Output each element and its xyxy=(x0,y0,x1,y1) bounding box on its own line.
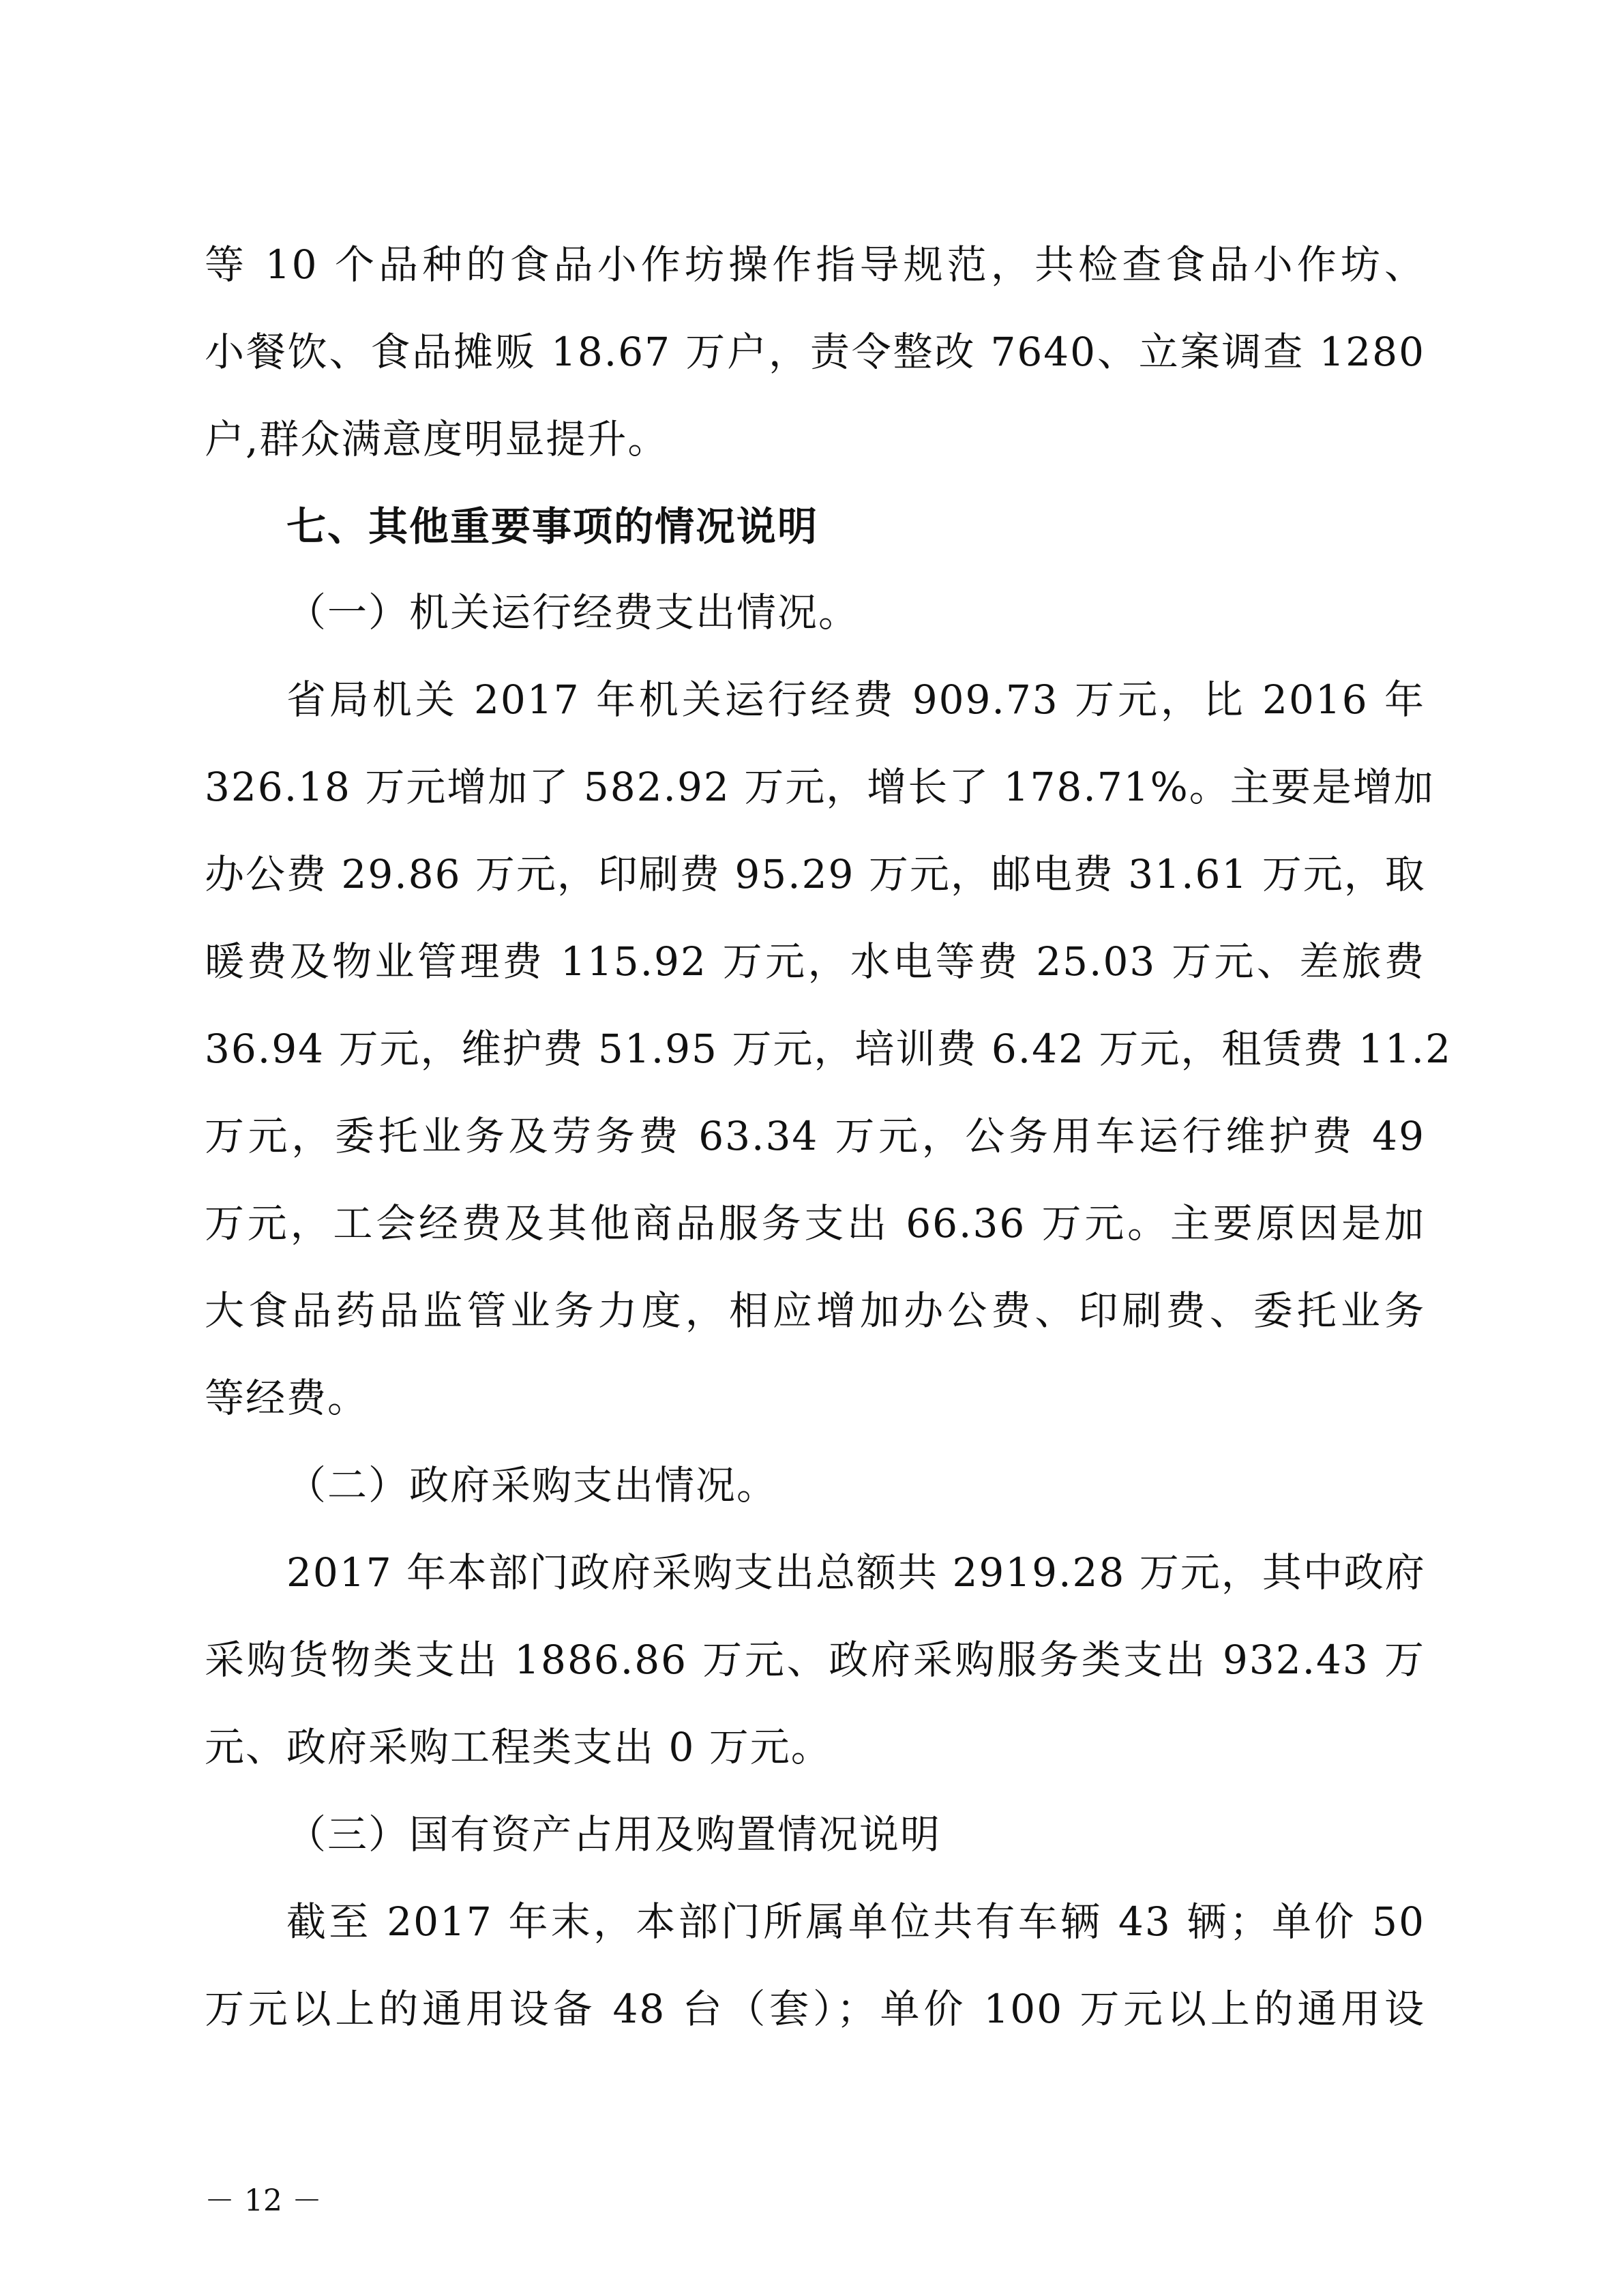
paragraph-2-line-9: 等经费。 xyxy=(205,1375,369,1421)
paragraph-3-line-2: 采购货物类支出 1886.86 万元、政府采购服务类支出 932.43 万 xyxy=(205,1637,1425,1683)
paragraph-2-line-2: 326.18 万元增加了 582.92 万元，增长了 178.71%。主要是增加 xyxy=(205,764,1435,810)
subsection-heading-1: （一）机关运行经费支出情况。 xyxy=(286,589,860,636)
page-number: － 12 － xyxy=(205,2183,322,2218)
paragraph-2-line-7: 万元，工会经费及其他商品服务支出 66.36 万元。主要原因是加 xyxy=(205,1200,1425,1247)
paragraph-3-line-3: 元、政府采购工程类支出 0 万元。 xyxy=(205,1724,832,1770)
paragraph-4-line-1: 截至 2017 年末，本部门所属单位共有车辆 43 辆；单价 50 xyxy=(286,1898,1425,1945)
paragraph-2-line-4: 暖费及物业管理费 115.92 万元，水电等费 25.03 万元、差旅费 xyxy=(205,938,1425,985)
paragraph-4-line-2: 万元以上的通用设备 48 台（套）；单价 100 万元以上的通用设 xyxy=(205,1986,1425,2032)
paragraph-2-line-3: 办公费 29.86 万元，印刷费 95.29 万元，邮电费 31.61 万元，取 xyxy=(205,851,1426,897)
paragraph-2-line-1: 省局机关 2017 年机关运行经费 909.73 万元，比 2016 年 xyxy=(286,676,1425,723)
paragraph-1-line-1: 等 10 个品种的食品小作坊操作指导规范，共检查食品小作坊、 xyxy=(205,241,1425,288)
paragraph-2-line-8: 大食品药品监管业务力度，相应增加办公费、印刷费、委托业务 xyxy=(205,1287,1425,1334)
subsection-heading-3: （三）国有资产占用及购置情况说明 xyxy=(286,1811,942,1858)
section-heading-7: 七、其他重要事项的情况说明 xyxy=(286,503,819,550)
paragraph-1-line-2: 小餐饮、食品摊贩 18.67 万户，责令整改 7640、立案调查 1280 xyxy=(205,329,1425,375)
paragraph-3-line-1: 2017 年本部门政府采购支出总额共 2919.28 万元，其中政府 xyxy=(286,1549,1426,1596)
paragraph-2-line-6: 万元，委托业务及劳务费 63.34 万元，公务用车运行维护费 49 xyxy=(205,1113,1425,1159)
paragraph-2-line-5: 36.94 万元，维护费 51.95 万元，培训费 6.42 万元，租赁费 11.2 xyxy=(205,1026,1452,1072)
paragraph-1-line-3: 户,群众满意度明显提升。 xyxy=(205,416,669,462)
subsection-heading-2: （二）政府采购支出情况。 xyxy=(286,1462,778,1508)
